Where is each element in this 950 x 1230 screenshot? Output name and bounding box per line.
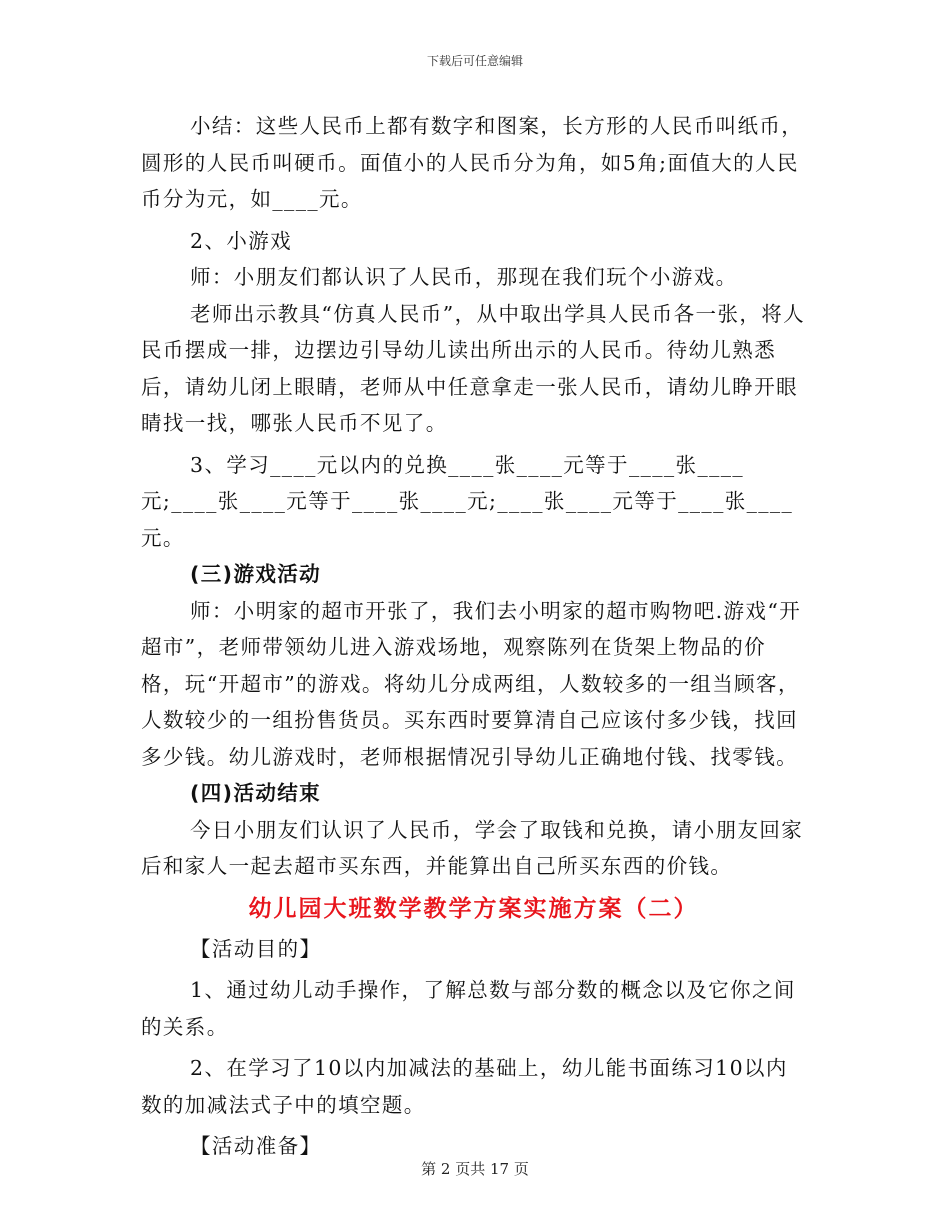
page-footer: 第 2 页共 17 页 (421, 1160, 529, 1178)
paragraph-teacher-intro: 师：小朋友们都认识了人民币，那现在我们玩个小游戏。 (190, 265, 738, 289)
paragraph-supermarket-game: 师：小明家的超市开张了，我们去小明家的超市购物吧.游戏“开超市”，老师带领幼儿进入游戏场地，观察陈列在货架上物品的价格，玩“开超市”的游戏。将幼儿分成两组，人数较多的一组当顾客，人数较少的一组扮售货员。买东西时要算清自己应该付多少钱，找回多少钱。幼儿游戏时，老师根据情况引导幼儿正确地付钱、找零钱。 (141, 598, 802, 769)
paragraph-exchange-exercise: 3、学习____元以内的兑换____张____元等于____张____元;____张____元等于____张____元;____张____元等于____张____元。 (141, 452, 794, 550)
paragraph-summary: 小结：这些人民币上都有数字和图案，长方形的人民币叫纸币，圆形的人民币叫硬币。面值小的人民币分为角，如5角;面值大的人民币分为元，如____元。 (141, 114, 804, 211)
document-section-title: 幼儿园大班数学教学方案实施方案（二） (248, 895, 699, 922)
paragraph-goal-2: 2、在学习了10以内加减法的基础上，幼儿能书面练习10以内数的加减法式子中的填空题。 (141, 1056, 788, 1117)
page-header: 下载后可任意编辑 (426, 54, 523, 68)
section-heading-game-activity: (三)游戏活动 (190, 562, 322, 586)
section-heading-activity-goal: 【活动目的】 (190, 936, 322, 961)
paragraph-small-game-heading: 2、小游戏 (190, 228, 293, 253)
section-heading-activity-prep: 【活动准备】 (190, 1134, 322, 1158)
document-body (141, 108, 806, 1165)
paragraph-goal-1: 1、通过幼儿动手操作，了解总数与部分数的概念以及它你之间的关系。 (141, 978, 796, 1039)
paragraph-game-description: 老师出示教具“仿真人民币”，从中取出学具人民币各一张，将人民币摆成一排，边摆边引导幼儿读出所出示的人民币。待幼儿熟悉后，请幼儿闭上眼睛，老师从中任意拿走一张人民币，请幼儿睁开眼睛找一找，哪张人民币不见了。 (141, 301, 806, 435)
section-heading-activity-end: (四)活动结束 (190, 781, 322, 805)
paragraph-conclusion: 今日小朋友们认识了人民币，学会了取钱和兑换，请小朋友回家后和家人一起去超市买东西，并能算出自己所买东西的价钱。 (141, 817, 804, 878)
